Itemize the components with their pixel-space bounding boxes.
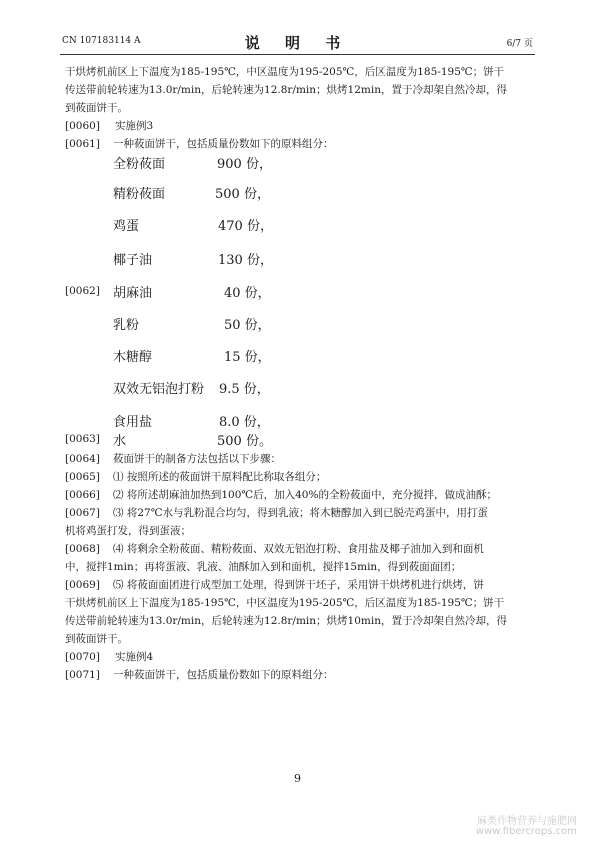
ingredient-row	[0, 346, 595, 364]
paragraph-number: [0070]	[65, 651, 100, 663]
ingredient-quantity: 130 份，	[218, 253, 273, 268]
paragraph-0065	[65, 469, 326, 484]
ingredient-row	[0, 249, 595, 267]
ingredient-row	[0, 378, 595, 396]
continuation-line: 到莜面饼干。	[65, 102, 128, 114]
ingredient-row	[0, 215, 595, 233]
ingredient-name: 全粉莜面	[113, 157, 166, 172]
ingredient-quantity: 15 份，	[224, 350, 271, 365]
paragraph-text: ⑵ 将所述胡麻油加热到100℃后，加入40%的全粉莜面中，充分搅拌，做成油酥；	[113, 489, 497, 501]
paragraph-0064	[65, 451, 281, 466]
ingredient-name: 食用盐	[113, 415, 153, 430]
paragraph-number: [0060]	[65, 120, 100, 132]
ingredient-name: 乳粉	[113, 318, 140, 333]
paragraph-continuation: 机将鸡蛋打发，得到蛋液；	[65, 525, 191, 537]
ingredient-name: 精粉莜面	[113, 187, 166, 202]
paragraph-text: 实施例4	[115, 651, 154, 663]
ingredient-row	[0, 314, 595, 332]
paragraph-text: ⑶ 将27℃水与乳粉混合均匀，得到乳液；将木糖醇加入到已脱壳鸡蛋中，用打蛋	[113, 507, 488, 519]
ingredient-quantity: 900 份，	[217, 157, 272, 172]
paragraph-number: [0069]	[65, 579, 100, 591]
ingredient-quantity: 40 份，	[224, 286, 271, 301]
paragraph-0067	[65, 505, 488, 520]
paragraph-text: ⑷ 将剩余全粉莜面、精粉莜面、双效无铝泡打粉、食用盐及椰子油加入到和面机	[113, 543, 484, 555]
paragraph-number-0062: [0062]	[65, 285, 100, 297]
watermark-url: www.fibercrops.com	[475, 826, 577, 837]
ingredient-quantity: 500 份。	[217, 434, 272, 449]
watermark-text: 麻类作物营养与施肥网	[477, 816, 577, 827]
paragraph-0071	[65, 667, 334, 682]
continuation-line: 干烘烤机前区上下温度为185-195℃，中区温度为195-205℃，后区温度为185-195℃；饼干	[65, 66, 505, 78]
paragraph-number: [0061]	[65, 138, 100, 150]
continuation-line: 传送带前轮转速为13.0r/min，后轮转速为12.8r/min；烘烤12min，置于冷却架自然冷却，得	[65, 84, 507, 96]
ingredient-quantity: 470 份，	[218, 219, 273, 234]
paragraph-number: [0064]	[65, 453, 100, 465]
paragraph-number: [0068]	[65, 543, 100, 555]
paragraph-text: 实施例3	[115, 120, 154, 132]
paragraph-text: ⑴ 按照所述的莜面饼干原料配比称取各组分；	[113, 471, 327, 483]
paragraph-0060	[65, 118, 153, 133]
paragraph-number: [0071]	[65, 669, 100, 681]
ingredient-name: 鸡蛋	[113, 219, 140, 234]
page-number: 9	[294, 772, 301, 785]
document-title: 说 明 书	[244, 34, 351, 52]
ingredient-quantity: 50 份，	[224, 318, 271, 333]
ingredient-row	[0, 430, 595, 448]
paragraph-text: ⑸ 将莜面面团进行成型加工处理，得到饼干坯子，采用饼干烘烤机进行烘烤，饼	[113, 579, 484, 591]
ingredient-quantity: 500 份，	[215, 187, 270, 202]
ingredient-name: 椰子油	[113, 253, 153, 268]
paragraph-0061	[65, 136, 334, 151]
paragraph-continuation: 传送带前轮转速为13.0r/min，后轮转速为12.8r/min；烘烤10min，置于冷却架自然冷却，得	[65, 615, 507, 627]
paragraph-text: 一种莜面饼干，包括质量份数如下的原料组分：	[113, 669, 334, 681]
ingredient-row	[0, 411, 595, 429]
paragraph-text: 莜面饼干的制备方法包括以下步骤：	[113, 453, 281, 465]
paragraph-0066	[65, 487, 497, 502]
ingredient-name: 木糖醇	[113, 350, 153, 365]
ingredient-quantity: 8.0 份，	[219, 415, 270, 430]
paragraph-number-0063: [0063]	[65, 433, 100, 445]
ingredient-row	[0, 183, 595, 201]
paragraph-number: [0065]	[65, 471, 100, 483]
paragraph-continuation: 干烘烤机前区上下温度为185-195℃，中区温度为195-205℃，后区温度为185-195℃；饼干	[65, 597, 505, 609]
paragraph-text: 一种莜面饼干，包括质量份数如下的原料组分：	[113, 138, 334, 150]
paragraph-continuation: 中，搅拌1min；再将蛋液、乳液、油酥加入到和面机，搅拌15min，得到莜面面团；	[65, 561, 462, 573]
ingredient-row	[0, 282, 595, 300]
header-rule	[60, 54, 535, 55]
paragraph-0068	[65, 541, 484, 556]
paragraph-continuation: 到莜面饼干。	[65, 633, 128, 645]
ingredient-name: 胡麻油	[113, 286, 153, 301]
ingredient-quantity: 9.5 份，	[219, 382, 270, 397]
ingredient-name: 双效无铝泡打粉	[113, 382, 205, 397]
paragraph-number: [0066]	[65, 489, 100, 501]
patent-number: CN 107183114 A	[62, 36, 141, 46]
paragraph-0070	[65, 649, 153, 664]
page-indicator: 6/7 页	[506, 39, 533, 49]
paragraph-0069	[65, 577, 484, 592]
ingredient-row	[0, 153, 595, 171]
paragraph-number: [0067]	[65, 507, 100, 519]
ingredient-name: 水	[113, 434, 127, 449]
